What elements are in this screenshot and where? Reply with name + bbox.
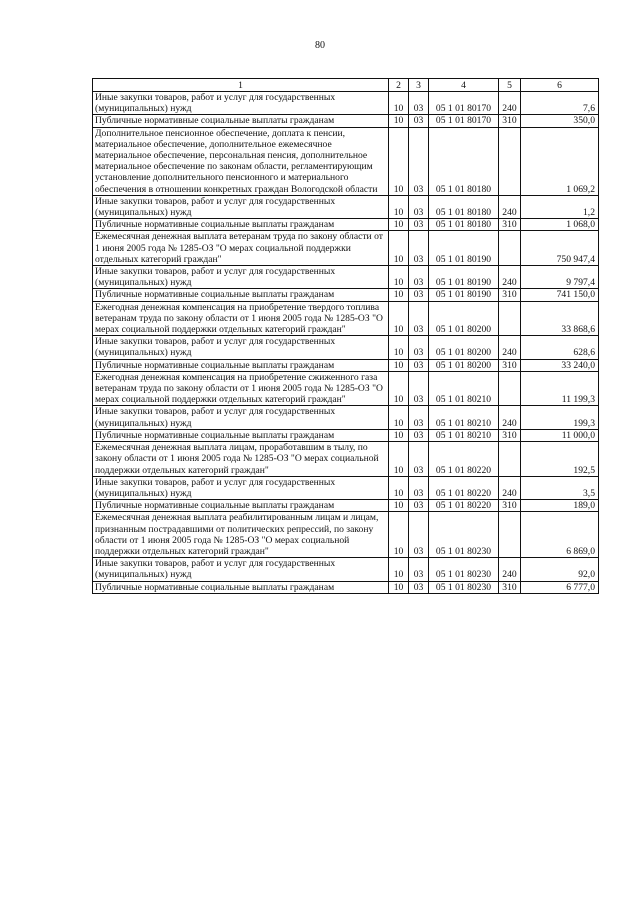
row-expense-type-cell [499, 301, 521, 336]
row-target-article-cell: 05 1 01 80230 [429, 581, 499, 593]
row-section-cell: 10 [389, 231, 409, 266]
row-sum-cell: 6 777,0 [521, 581, 599, 593]
row-name-cell: Иные закупки товаров, работ и услуг для государственных (муниципальных) нужд [93, 558, 389, 581]
row-target-article-cell: 05 1 01 80200 [429, 359, 499, 371]
row-sum-cell: 1,2 [521, 195, 599, 218]
row-subsection-cell: 03 [409, 558, 429, 581]
table-row [93, 219, 599, 231]
row-section-cell: 10 [389, 442, 409, 477]
row-target-article-cell: 05 1 01 80190 [429, 231, 499, 266]
row-section-cell: 10 [389, 371, 409, 406]
row-sum-cell: 199,3 [521, 406, 599, 429]
row-sum-cell: 92,0 [521, 558, 599, 581]
row-sum-cell: 1 069,2 [521, 127, 599, 195]
col-header-2: 2 [389, 79, 409, 92]
table-row [93, 231, 599, 266]
row-name-cell: Публичные нормативные социальные выплаты гражданам [93, 219, 389, 231]
row-section-cell: 10 [389, 266, 409, 289]
table-row [93, 127, 599, 195]
row-subsection-cell: 03 [409, 195, 429, 218]
table-row [93, 92, 599, 115]
row-expense-type-cell [499, 127, 521, 195]
row-section-cell: 10 [389, 406, 409, 429]
row-name-cell: Ежегодная денежная компенсация на приобретение твердого топлива ветеранам труда по закону области от 1 июня 2005 года № 1285-ОЗ "О мерах социальной поддержки отдельных категорий граждан" [93, 301, 389, 336]
row-subsection-cell: 03 [409, 336, 429, 359]
budget-table [92, 78, 599, 594]
row-name-cell: Публичные нормативные социальные выплаты гражданам [93, 500, 389, 512]
row-target-article-cell: 05 1 01 80210 [429, 371, 499, 406]
col-header-6: 6 [521, 79, 599, 92]
table-row [93, 301, 599, 336]
col-header-3: 3 [409, 79, 429, 92]
row-section-cell: 10 [389, 301, 409, 336]
row-section-cell: 10 [389, 289, 409, 301]
row-expense-type-cell: 310 [499, 289, 521, 301]
row-target-article-cell: 05 1 01 80230 [429, 558, 499, 581]
table-row [93, 289, 599, 301]
row-expense-type-cell: 240 [499, 195, 521, 218]
row-sum-cell: 9 797,4 [521, 266, 599, 289]
row-subsection-cell: 03 [409, 359, 429, 371]
table-row [93, 512, 599, 558]
row-expense-type-cell [499, 371, 521, 406]
table-row [93, 336, 599, 359]
row-expense-type-cell: 240 [499, 476, 521, 499]
row-name-cell: Публичные нормативные социальные выплаты гражданам [93, 359, 389, 371]
row-section-cell: 10 [389, 195, 409, 218]
row-section-cell: 10 [389, 558, 409, 581]
row-section-cell: 10 [389, 500, 409, 512]
row-expense-type-cell [499, 512, 521, 558]
row-sum-cell: 3,5 [521, 476, 599, 499]
row-expense-type-cell: 240 [499, 92, 521, 115]
row-expense-type-cell: 310 [499, 115, 521, 127]
row-name-cell: Публичные нормативные социальные выплаты гражданам [93, 429, 389, 441]
row-sum-cell: 741 150,0 [521, 289, 599, 301]
row-expense-type-cell: 310 [499, 500, 521, 512]
page-number: 80 [315, 40, 325, 51]
row-expense-type-cell: 240 [499, 406, 521, 429]
row-sum-cell: 350,0 [521, 115, 599, 127]
row-expense-type-cell: 240 [499, 336, 521, 359]
row-sum-cell: 192,5 [521, 442, 599, 477]
row-expense-type-cell: 310 [499, 359, 521, 371]
table-row [93, 581, 599, 593]
row-name-cell: Ежемесячная денежная выплата ветеранам труда по закону области от 1 июня 2005 года № 1285-ОЗ "О мерах социальной поддержки отдельных категорий граждан" [93, 231, 389, 266]
row-target-article-cell: 05 1 01 80180 [429, 127, 499, 195]
row-sum-cell: 628,6 [521, 336, 599, 359]
row-target-article-cell: 05 1 01 80190 [429, 289, 499, 301]
row-sum-cell: 189,0 [521, 500, 599, 512]
row-subsection-cell: 03 [409, 371, 429, 406]
row-sum-cell: 33 868,6 [521, 301, 599, 336]
row-target-article-cell: 05 1 01 80200 [429, 301, 499, 336]
row-sum-cell: 750 947,4 [521, 231, 599, 266]
row-expense-type-cell: 310 [499, 219, 521, 231]
row-name-cell: Публичные нормативные социальные выплаты гражданам [93, 115, 389, 127]
row-name-cell: Публичные нормативные социальные выплаты гражданам [93, 581, 389, 593]
table-row [93, 442, 599, 477]
row-subsection-cell: 03 [409, 406, 429, 429]
row-section-cell: 10 [389, 219, 409, 231]
row-subsection-cell: 03 [409, 301, 429, 336]
row-target-article-cell: 05 1 01 80220 [429, 500, 499, 512]
table-header-row [93, 79, 599, 92]
row-name-cell: Дополнительное пенсионное обеспечение, доплата к пенсии, материальное обеспечение, дополнительное ежемесячное материальное обеспечение, персональная пенсия, дополнительное материальное обеспечение по законам области, регламентирующим установление дополнительного пенсионного и материального обеспечения в отношении конкретных граждан Вологодской области [93, 127, 389, 195]
row-target-article-cell: 05 1 01 80180 [429, 219, 499, 231]
row-subsection-cell: 03 [409, 442, 429, 477]
row-section-cell: 10 [389, 336, 409, 359]
row-subsection-cell: 03 [409, 115, 429, 127]
row-target-article-cell: 05 1 01 80190 [429, 266, 499, 289]
row-sum-cell: 6 869,0 [521, 512, 599, 558]
row-expense-type-cell [499, 231, 521, 266]
table-row [93, 429, 599, 441]
row-section-cell: 10 [389, 127, 409, 195]
row-subsection-cell: 03 [409, 231, 429, 266]
table-row [93, 406, 599, 429]
row-sum-cell: 1 068,0 [521, 219, 599, 231]
row-target-article-cell: 05 1 01 80170 [429, 115, 499, 127]
row-target-article-cell: 05 1 01 80210 [429, 429, 499, 441]
row-name-cell: Иные закупки товаров, работ и услуг для государственных (муниципальных) нужд [93, 92, 389, 115]
row-subsection-cell: 03 [409, 581, 429, 593]
row-expense-type-cell [499, 442, 521, 477]
row-sum-cell: 7,6 [521, 92, 599, 115]
row-sum-cell: 11 199,3 [521, 371, 599, 406]
row-subsection-cell: 03 [409, 289, 429, 301]
table-row [93, 500, 599, 512]
row-subsection-cell: 03 [409, 266, 429, 289]
row-section-cell: 10 [389, 359, 409, 371]
row-target-article-cell: 05 1 01 80230 [429, 512, 499, 558]
row-name-cell: Иные закупки товаров, работ и услуг для государственных (муниципальных) нужд [93, 195, 389, 218]
row-subsection-cell: 03 [409, 127, 429, 195]
row-subsection-cell: 03 [409, 512, 429, 558]
row-target-article-cell: 05 1 01 80170 [429, 92, 499, 115]
row-expense-type-cell: 240 [499, 558, 521, 581]
row-section-cell: 10 [389, 581, 409, 593]
row-target-article-cell: 05 1 01 80180 [429, 195, 499, 218]
row-subsection-cell: 03 [409, 429, 429, 441]
table-row [93, 558, 599, 581]
row-name-cell: Ежемесячная денежная выплата реабилитированным лицам и лицам, признанным пострадавшими от политических репрессий, по закону области от 1 июня 2005 года № 1285-ОЗ "О мерах социальной поддержки отдельных категорий граждан" [93, 512, 389, 558]
table-row [93, 476, 599, 499]
table-row [93, 195, 599, 218]
row-name-cell: Иные закупки товаров, работ и услуг для государственных (муниципальных) нужд [93, 476, 389, 499]
row-section-cell: 10 [389, 512, 409, 558]
row-expense-type-cell: 240 [499, 266, 521, 289]
row-section-cell: 10 [389, 429, 409, 441]
row-name-cell: Иные закупки товаров, работ и услуг для государственных (муниципальных) нужд [93, 266, 389, 289]
col-header-1: 1 [93, 79, 389, 92]
row-target-article-cell: 05 1 01 80220 [429, 476, 499, 499]
row-section-cell: 10 [389, 115, 409, 127]
row-target-article-cell: 05 1 01 80220 [429, 442, 499, 477]
row-subsection-cell: 03 [409, 219, 429, 231]
col-header-4: 4 [429, 79, 499, 92]
row-expense-type-cell: 310 [499, 429, 521, 441]
row-target-article-cell: 05 1 01 80200 [429, 336, 499, 359]
row-subsection-cell: 03 [409, 500, 429, 512]
table-row [93, 115, 599, 127]
row-name-cell: Иные закупки товаров, работ и услуг для государственных (муниципальных) нужд [93, 406, 389, 429]
row-sum-cell: 33 240,0 [521, 359, 599, 371]
row-target-article-cell: 05 1 01 80210 [429, 406, 499, 429]
table-row [93, 359, 599, 371]
row-expense-type-cell: 310 [499, 581, 521, 593]
table-row [93, 266, 599, 289]
row-name-cell: Публичные нормативные социальные выплаты гражданам [93, 289, 389, 301]
row-subsection-cell: 03 [409, 476, 429, 499]
row-sum-cell: 11 000,0 [521, 429, 599, 441]
row-name-cell: Иные закупки товаров, работ и услуг для государственных (муниципальных) нужд [93, 336, 389, 359]
row-subsection-cell: 03 [409, 92, 429, 115]
row-section-cell: 10 [389, 92, 409, 115]
row-name-cell: Ежемесячная денежная выплата лицам, проработавшим в тылу, по закону области от 1 июня 2005 года № 1285-ОЗ "О мерах социальной поддержки отдельных категорий граждан" [93, 442, 389, 477]
col-header-5: 5 [499, 79, 521, 92]
row-name-cell: Ежегодная денежная компенсация на приобретение сжиженного газа ветеранам труда по закону области от 1 июня 2005 года № 1285-ОЗ "О мерах социальной поддержки отдельных категорий граждан" [93, 371, 389, 406]
row-section-cell: 10 [389, 476, 409, 499]
table-row [93, 371, 599, 406]
